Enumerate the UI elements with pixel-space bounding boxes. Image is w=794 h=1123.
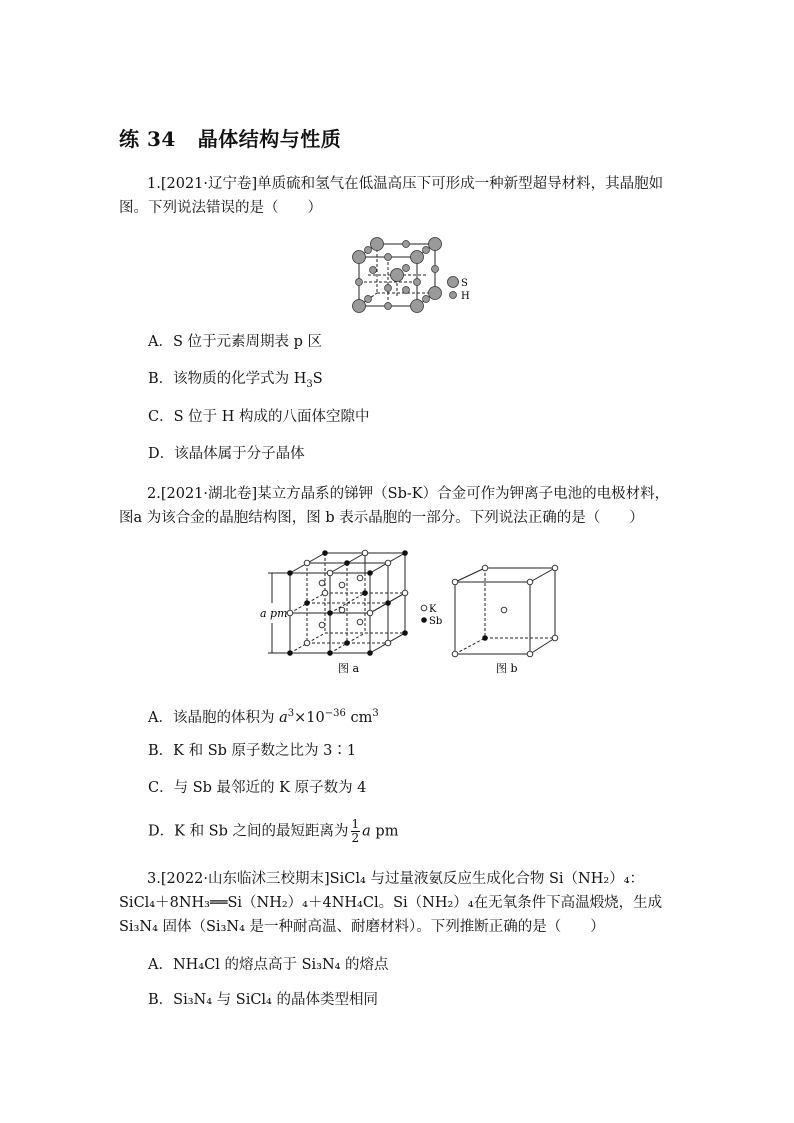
h-atom <box>385 285 392 292</box>
s-atom <box>429 287 442 300</box>
q2-option-a: A．该晶胞的体积为 $a^3\times 10^{-36}$ $cm^3$ <box>148 708 379 726</box>
h-atom <box>385 254 392 261</box>
k-atom <box>482 565 488 571</box>
h-atom <box>403 241 410 248</box>
q2-stem: 2.[2021·湖北卷]某立方晶系的锑钾（Sb-K）合金可作为钾离子电池的电极材料，图a 为该合金的晶胞结构图，图 b 表示晶胞的一部分。下列说法正确的是（ ） <box>119 486 670 526</box>
h-atom <box>356 279 363 286</box>
k-atom <box>339 582 345 588</box>
sb-atom <box>327 610 333 616</box>
s-atom <box>411 251 424 264</box>
k-atom <box>319 622 325 628</box>
sb-atom <box>385 600 391 606</box>
k-atom <box>319 580 325 586</box>
q2-option-b: B．K 和 Sb 原子数之比为 3∶1 <box>148 743 357 759</box>
s-atom <box>411 300 424 313</box>
q1-option-c: C．S 位于 H 构成的八面体空隙中 <box>148 409 370 425</box>
h-atom <box>403 265 410 272</box>
sb-atom <box>344 640 350 646</box>
legend-k-symbol <box>421 605 427 611</box>
q3-option-b: B．Si₃N₄ 与 SiCl₄ 的晶体类型相同 <box>148 992 378 1008</box>
q1-stem: 1.[2021·辽宁卷]单质硫和氢气在低温高压下可形成一种新型超导材料，其晶胞如图。下列说法错误的是（ ） <box>119 176 664 216</box>
s-atom <box>429 238 442 251</box>
sb-atom <box>402 550 408 556</box>
k-atom <box>287 610 293 616</box>
k-atom <box>327 570 333 576</box>
legend-h-symbol <box>450 292 457 299</box>
q1-option-d: D．该晶体属于分子晶体 <box>148 446 305 462</box>
dim-label: a pm <box>260 607 288 620</box>
fig-a-caption: 图 a <box>338 662 360 675</box>
k-atom <box>322 590 328 596</box>
sb-atom <box>367 570 373 576</box>
k-atom <box>367 610 373 616</box>
s-atom <box>353 251 366 264</box>
sb-atom <box>304 600 310 606</box>
sb-atom <box>287 570 293 576</box>
q3-stem: 3.[2022·山东临沭三校期末]SiCl₄ 与过量液氨反应生成化合物 Si（NH₂）₄：SiCl₄＋8NH₃══Si（NH₂）₄＋4NH₄Cl。Si（NH₂）₄在无氧条件下高温煅烧，生成 Si₃N₄ 固体（Si₃N₄ 是一种耐高温、耐磨材料）。下列推断正确的是（ ） <box>119 871 663 935</box>
q2-option-c: C．与 Sb 最邻近的 K 原子数为 4 <box>148 780 367 796</box>
title-text: 晶体结构与性质 <box>197 127 342 151</box>
k-atom <box>362 550 368 556</box>
h-atom <box>423 296 430 303</box>
k-atom <box>452 651 458 657</box>
legend-sb-label: Sb <box>429 616 443 627</box>
q2-figure-a <box>260 548 450 678</box>
h-atom <box>385 303 392 310</box>
h-atom <box>370 267 377 274</box>
sb-atom <box>367 650 373 656</box>
q2-option-d: D．K 和 Sb 之间的最短距离为 $\frac{1}{2}$ a pm <box>148 817 399 845</box>
legend-k-label: K <box>429 604 437 615</box>
k-atom <box>552 635 558 641</box>
h-atom <box>365 296 372 303</box>
h-atom <box>414 279 421 286</box>
legend-sb-symbol <box>421 617 427 623</box>
sb-atom <box>482 635 488 641</box>
s-atom <box>353 300 366 313</box>
legend-h-label: H <box>461 291 470 302</box>
sb-atom <box>402 630 408 636</box>
s-atom <box>371 238 384 251</box>
k-atom <box>357 619 363 625</box>
legend-s-symbol <box>448 277 459 288</box>
page-title <box>119 123 341 152</box>
title-number: 练 34 <box>119 127 176 151</box>
sb-atom <box>344 560 350 566</box>
q3-option-a: A．NH₄Cl 的熔点高于 Si₃N₄ 的熔点 <box>148 957 389 973</box>
k-atom <box>527 579 533 585</box>
k-atom <box>402 590 408 596</box>
k-atom <box>339 607 345 613</box>
q2-figure-b <box>450 560 570 678</box>
k-atom <box>452 579 458 585</box>
k-atom <box>527 651 533 657</box>
k-atom <box>304 640 310 646</box>
s-atom <box>391 269 404 282</box>
sb-atom <box>287 650 293 656</box>
q1-crystal-figure <box>340 232 480 318</box>
fraction-one-half: $\frac{1}{2}$ <box>351 817 360 845</box>
q1-option-a: A．S 位于元素周期表 p 区 <box>148 334 323 350</box>
sb-atom <box>322 550 328 556</box>
k-atom <box>385 560 391 566</box>
k-atom <box>385 640 391 646</box>
k-atom <box>357 575 363 581</box>
q1-option-b: B．该物质的化学式为 $H_3S$ <box>148 371 323 390</box>
h-atom <box>403 287 410 294</box>
k-atom <box>552 565 558 571</box>
k-atom <box>304 560 310 566</box>
fig-b-caption: 图 b <box>496 662 518 675</box>
h-atom <box>432 266 439 273</box>
sb-atom <box>327 650 333 656</box>
h-atom <box>365 247 372 254</box>
legend-s-label: S <box>461 278 468 289</box>
h-atom <box>423 247 430 254</box>
sb-atom <box>362 590 368 596</box>
k-atom <box>501 607 507 613</box>
